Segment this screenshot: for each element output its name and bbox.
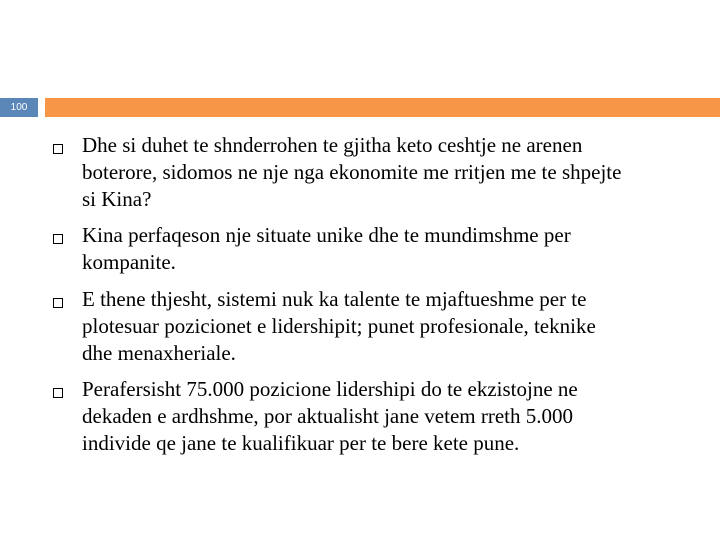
square-bullet-icon (53, 298, 63, 308)
square-bullet-icon (53, 144, 63, 154)
square-bullet-icon (53, 234, 63, 244)
bullet-text-2: Kina perfaqeson nje situate unike dhe te mundimshme per kompanite. (82, 223, 571, 274)
slide-number: 100 (0, 98, 38, 117)
bullet-text-3: E thene thjesht, sistemi nuk ka talente te mjaftueshme per te plotesuar pozicionet e lidershipit; punet profesionale, teknike dhe menaxheriale. (82, 287, 596, 365)
bullet-text-1: Dhe si duhet te shnderrohen te gjitha keto ceshtje ne arenen boterore, sidomos ne nje nga ekonomite me rritjen me te shpejte si Kina? (82, 133, 622, 211)
bullet-text-4: Perafersisht 75.000 pozicione lidershipi do te ekzistojne ne dekaden e ardhshme, por aktualisht jane vetem rreth 5.000 individe qe jane te kualifikuar per te bere kete pune. (82, 377, 578, 455)
square-bullet-icon (53, 388, 63, 398)
